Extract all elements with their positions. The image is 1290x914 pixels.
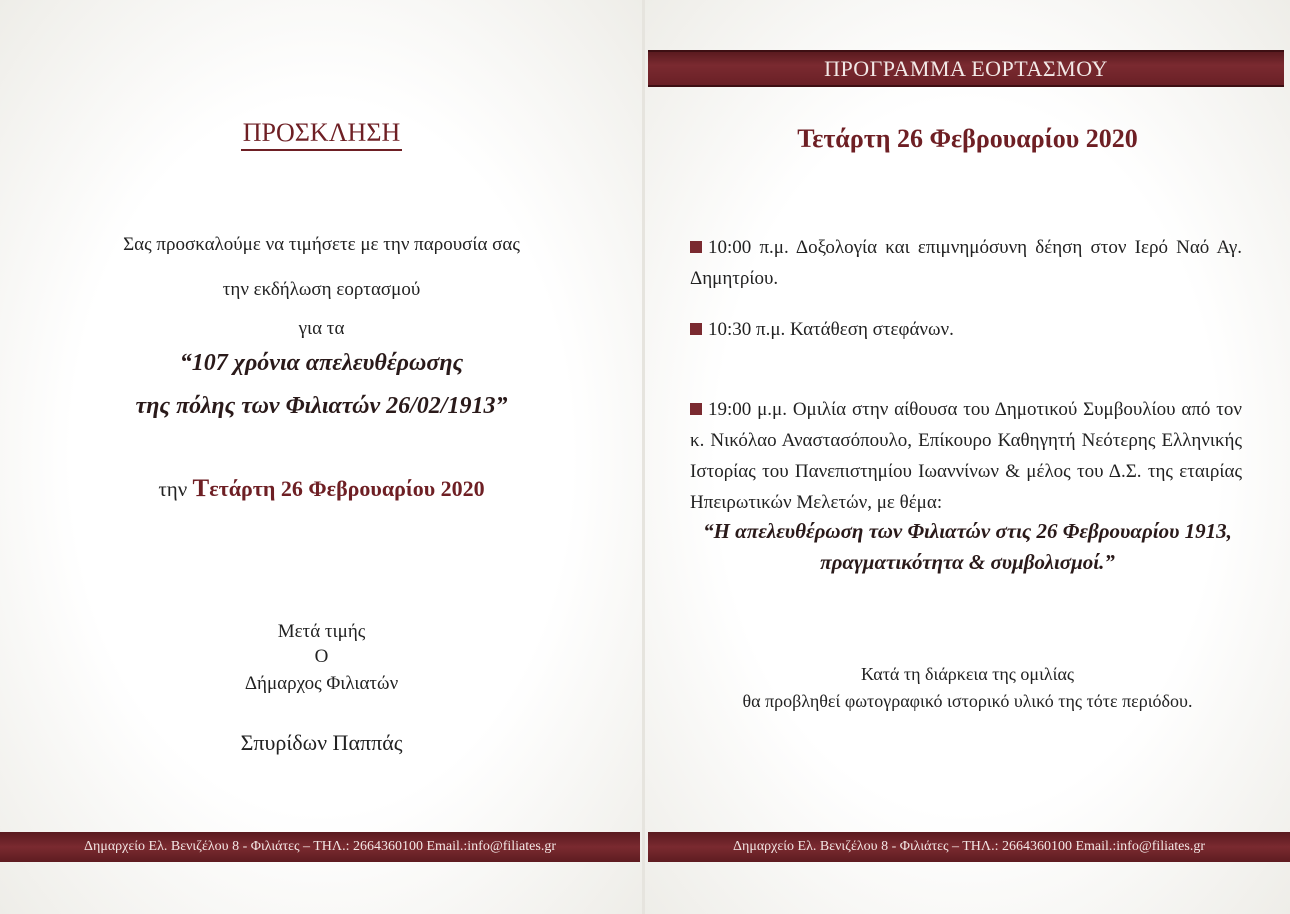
program-item-1: 10:00 π.μ. Δοξολογία και επιμνημόσυνη δέηση στον Ιερό Ναό Αγ. Δημητρίου. — [690, 237, 1242, 289]
invite-line-1: Σας προσκαλούμε να τιμήσετε με την παρουσία σας — [123, 234, 520, 255]
note-line-1: Κατά τη διάρκεια της ομιλίας — [860, 664, 1075, 684]
signature-line-2: Ο — [314, 646, 329, 667]
quote-line-2: της πόλης των Φιλιατών 26/02/1913” — [135, 393, 508, 419]
footer-right: Δημαρχείο Ελ. Βενιζέλου 8 - Φιλιάτες – ΤΗΛ.: 2664360100 Email.:info@filiates.gr — [648, 832, 1290, 862]
footer-left: Δημαρχείο Ελ. Βενιζέλου 8 - Φιλιάτες – ΤΗΛ.: 2664360100 Email.:info@filiates.gr — [0, 832, 640, 862]
bullet-square-icon — [690, 323, 702, 335]
invitation-title: ΠΡΟΣΚΛΗΣΗ — [0, 118, 643, 148]
signature-line-1: Μετά τιμής — [277, 621, 366, 642]
invite-line-2: την εκδήλωση εορτασμού — [222, 279, 421, 300]
bullet-square-icon — [690, 241, 702, 253]
lecture-topic-line-1: “Η απελευθέρωση των Φιλιατών στις 26 Φεβρουαρίου 1913, — [703, 519, 1232, 543]
program-item-3: 19:00 μ.μ. Ομιλία στην αίθουσα του Δημοτικού Συμβουλίου από τον κ. Νικόλαο Αναστασόπουλο, Επίκουρο Καθηγητή Νεότερης Ελληνικής Ιστορίας του Πανεπιστημίου Ιωαννίνων & μέλος του Δ.Σ. της εταιρίας Ηπειρωτικών Μελετών, με θέμα: — [690, 399, 1242, 513]
lecture-topic-line-2: πραγματικότητα & συμβολισμοί.” — [820, 550, 1115, 574]
bullet-square-icon — [690, 403, 702, 415]
date-prefix: την — [158, 477, 188, 501]
signature-line-3: Δήμαρχος Φιλιατών — [244, 673, 399, 694]
program-item-2: 10:30 π.μ. Κατάθεση στεφάνων. — [690, 314, 1242, 345]
date-highlight: Τετάρτη 26 Φεβρουαρίου 2020 — [192, 475, 485, 502]
quote-line-1: “107 χρόνια απελευθέρωσης — [179, 350, 464, 376]
invite-line-3: για τα — [298, 318, 345, 339]
note-line-2: θα προβληθεί φωτογραφικό ιστορικό υλικό της τότε περιόδου. — [742, 691, 1193, 711]
signature-name: Σπυρίδων Παππάς — [240, 730, 403, 755]
program-date: Τετάρτη 26 Φεβρουαρίου 2020 — [797, 124, 1138, 153]
invite-date — [0, 475, 643, 503]
program-banner: ΠΡΟΓΡΑΜΜΑ ΕΟΡΤΑΣΜΟΥ — [648, 50, 1284, 87]
